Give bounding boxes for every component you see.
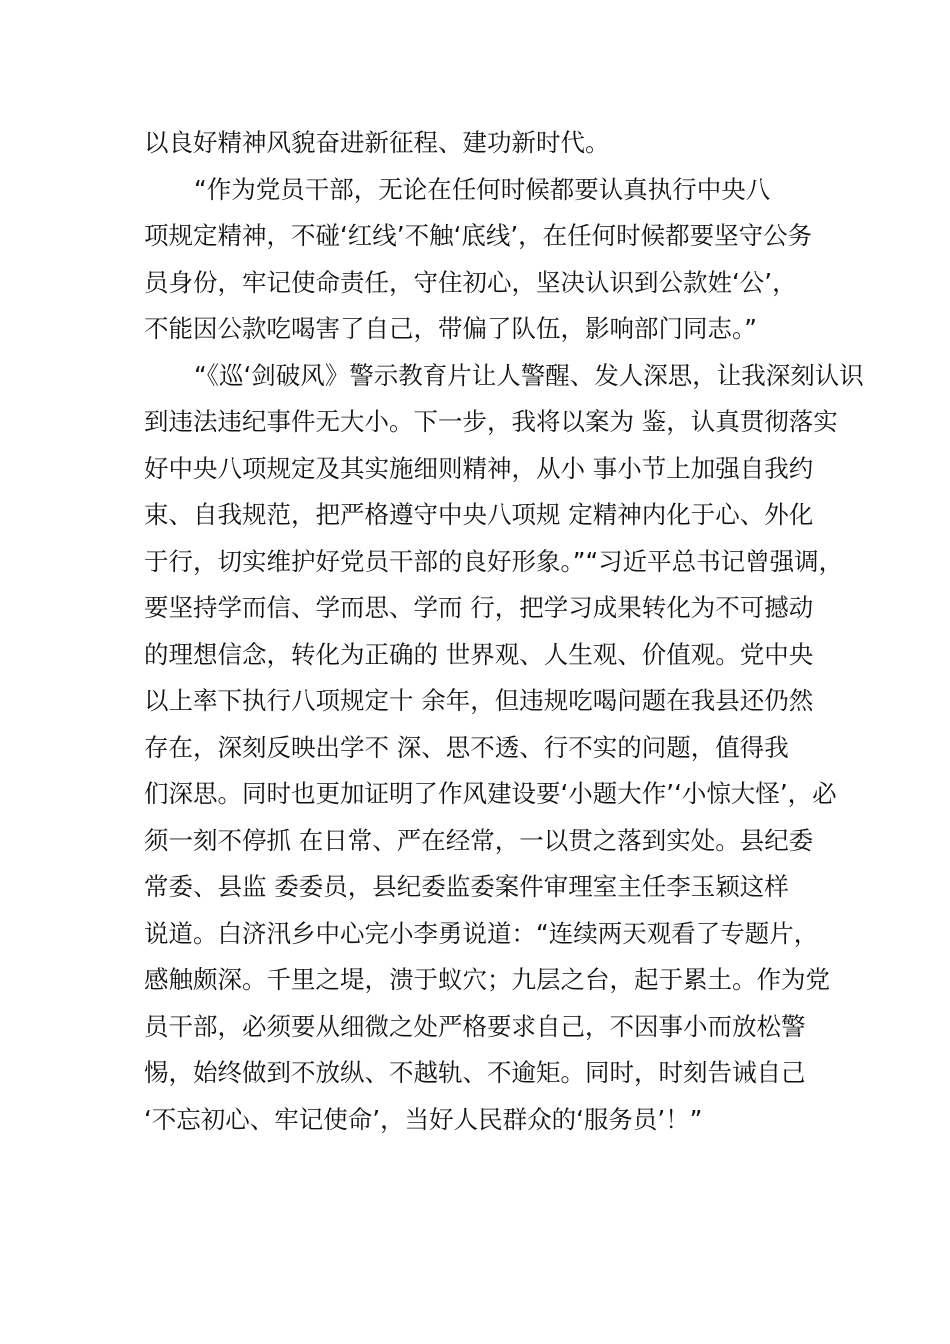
text-line-9: 束、自我规范，把严格遵守中央八项规 定精神内化于心、外化 bbox=[144, 500, 814, 529]
text-line-14: 存在，深刻反映出学不 深、思不透、行不实的问题，值得我 bbox=[144, 732, 789, 762]
text-line-2: “作为党员干部，无论在任何时候都要认真执行中央八 bbox=[194, 174, 771, 204]
text-line-20: 员干部，必须要从细微之处严格要求自己，不因事小而放松警 bbox=[144, 1011, 806, 1041]
text-line-11: 要坚持学而信、学而思、学而 行，把学习成果转化为不可撼动 bbox=[144, 593, 814, 622]
text-line-8: 好中央八项规定及其实施细则精神，从小 事小节上加强自我约 bbox=[144, 453, 814, 483]
text-line-1: 以良好精神风貌奋进新征程、建功新时代。 bbox=[144, 128, 610, 157]
text-line-4: 员身份，牢记使命责任，守住初心，坚决认识到公款姓‘公’， bbox=[144, 267, 797, 297]
text-line-16: 须一刻不停抓 在日常、严在经常，一以贯之落到实处。县纪委 bbox=[144, 825, 814, 855]
body-text bbox=[144, 120, 864, 1143]
text-line-7: 到违法违纪事件无大小。下一步，我将以案为 鉴，认真贯彻落实 bbox=[144, 407, 838, 436]
text-line-21: 惕，始终做到不放纵、不越轨、不逾矩。同时，时刻告诫自己 bbox=[144, 1058, 806, 1087]
text-line-13: 以上率下执行八项规定十 余年，但违规吃喝问题在我县还仍然 bbox=[144, 686, 814, 715]
text-line-3: 项规定精神，不碰‘红线’不触‘底线’，在任何时候都要坚守公务 bbox=[144, 221, 813, 250]
text-line-15: 们深思。同时也更加证明了作风建设要‘小题大作’‘小惊大怪’，必 bbox=[144, 779, 837, 808]
text-line-17: 常委、县监 委委员，县纪委监委案件审理室主任李玉颖这样 bbox=[144, 872, 789, 901]
text-line-6: “《巡‘剑破风》警示教育片让人警醒、发人深思，让我深刻认识 bbox=[194, 360, 864, 390]
text-line-18: 说道。白济汛乡中心完小李勇说道：“连续两天观看了专题片， bbox=[144, 918, 819, 948]
text-line-5: 不能因公款吃喝害了自己，带偏了队伍，影响部门同志。” bbox=[144, 314, 757, 343]
text-line-19: 感触颇深。千里之堤，溃于蚁穴；九层之台，起于累土。作为党 bbox=[144, 965, 830, 994]
text-line-12: 的理想信念，转化为正确的 世界观、人生观、价值观。党中央 bbox=[144, 639, 814, 669]
text-line-10: 于行，切实维护好党员干部的良好形象。”“习近平总书记曾强调， bbox=[144, 546, 844, 576]
text-line-22: ‘不忘初心、牢记使命’，当好人民群众的‘服务员’！” bbox=[144, 1104, 703, 1134]
